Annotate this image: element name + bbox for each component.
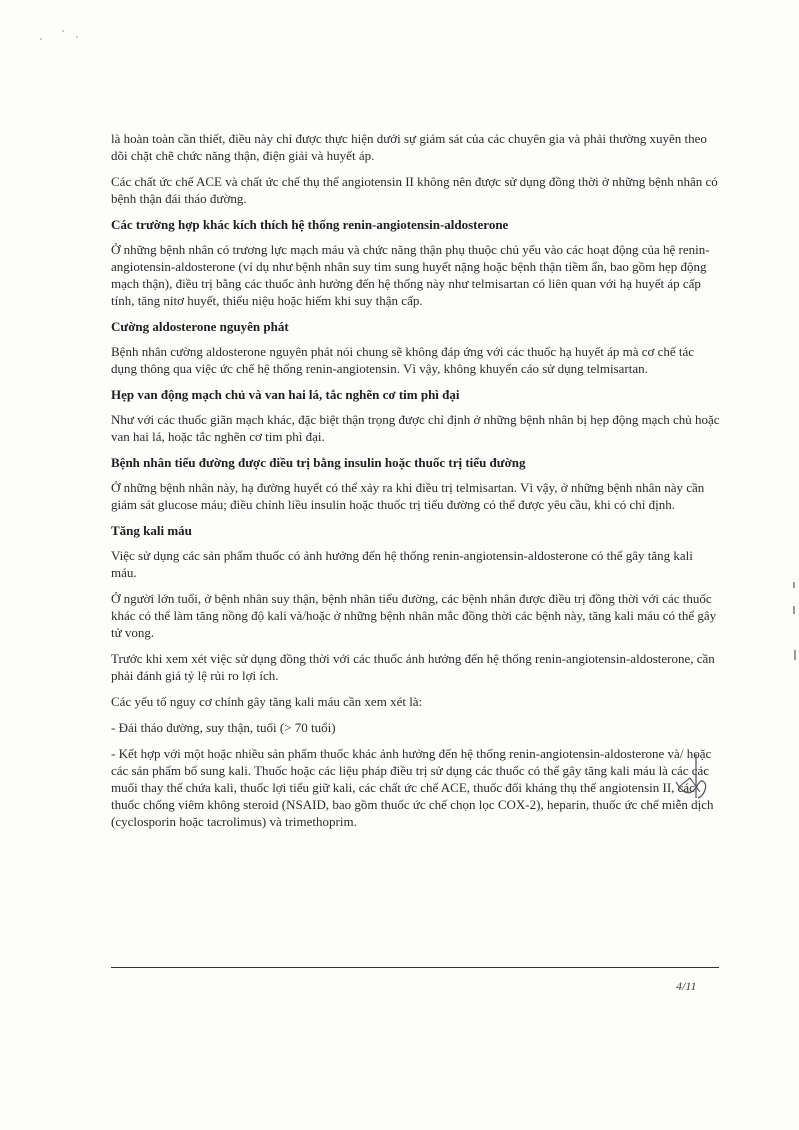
- scan-speck: [40, 38, 42, 40]
- scan-speck: [76, 36, 78, 38]
- section-heading: Hẹp van động mạch chủ và van hai lá, tắc nghẽn cơ tim phì đại: [111, 387, 460, 402]
- scan-mark: [793, 606, 795, 614]
- paragraph: Như với các thuốc giãn mạch khác, đặc biệt thận trọng được chỉ định ở những bệnh nhân bị hẹp động mạch chủ hoặc van hai lá, hoặc tắc nghẽn cơ tim phì đại.: [111, 412, 720, 444]
- paragraph: Bệnh nhân cường aldosterone nguyên phát nói chung sẽ không đáp ứng với các thuốc hạ huyết áp mà cơ chế tác dụng thông qua việc ức chế hệ thống renin-angiotensin. Vì vậy, không khuyến cáo sử dụng telmisartan.: [111, 344, 695, 376]
- paragraph: Ở người lớn tuổi, ở bệnh nhân suy thận, bệnh nhân tiểu đường, các bệnh nhân được điều trị đồng thời với các thuốc khác có thể làm tăng nồng độ kali và/hoặc ở những bệnh nhân mắc đồng thời các bệnh này, tăng kali máu có thể gây tử vong.: [111, 591, 717, 640]
- section-heading: Tăng kali máu: [111, 523, 192, 538]
- paragraph: Các yếu tố nguy cơ chính gây tăng kali máu cần xem xét là:: [111, 694, 423, 709]
- footer-rule: [111, 967, 719, 968]
- paragraph: Ở những bệnh nhân này, hạ đường huyết có thể xảy ra khi điều trị telmisartan. Vì vậy, ở những bệnh nhân này cần giám sát glucose máu; điều chỉnh liều insulin hoặc thuốc trị tiểu đường có thể được yêu cầu, khi có chỉ định.: [111, 480, 705, 512]
- paragraph: Ở những bệnh nhân có trương lực mạch máu và chức năng thận phụ thuộc chủ yếu vào các hoạt động của hệ renin-angiotensin-aldosterone (ví dụ như bệnh nhân suy tim sung huyết nặng hoặc bệnh thận tiềm ẩn, bao gồm hẹp động mạch thận), điều trị bằng các thuốc ảnh hưởng đến hệ thống này như telmisartan có liên quan với hạ huyết áp cấp tính, tăng nitơ huyết, thiểu niệu hoặc hiếm khi suy thận cấp.: [111, 242, 710, 308]
- paragraph: Việc sử dụng các sản phẩm thuốc có ảnh hưởng đến hệ thống renin-angiotensin-aldosterone có thể gây tăng kali máu.: [111, 548, 693, 580]
- signature-mark: [660, 752, 720, 812]
- section-heading: Cường aldosterone nguyên phát: [111, 319, 289, 334]
- section-heading: Bệnh nhân tiểu đường được điều trị bằng insulin hoặc thuốc trị tiểu đường: [111, 455, 526, 470]
- scan-mark: [793, 582, 795, 588]
- list-item: - Đái tháo đường, suy thận, tuổi (> 70 tuổi): [111, 720, 336, 735]
- page-number: 4/11: [676, 979, 697, 993]
- list-item: - Kết hợp với một hoặc nhiều sản phẩm thuốc khác ảnh hưởng đến hệ thống renin-angiotensin-aldosterone và/ hoặc các sản phẩm bổ sung kali. Thuốc hoặc các liệu pháp điều trị sử dụng các thuốc có thể gây tăng kali máu là các các muối thay thế chứa kali, thuốc lợi tiểu giữ kali, các chất ức chế ACE, thuốc đối kháng thụ thể angiotensin II, các thuốc chống viêm không steroid (NSAID, bao gồm thuốc ức chế chọn lọc COX-2), heparin, thuốc ức chế miễn dịch (cyclosporin hoặc tacrolimus) và trimethoprim.: [111, 746, 714, 829]
- scan-speck: [62, 30, 64, 32]
- document-body: [111, 130, 721, 839]
- paragraph: là hoàn toàn cần thiết, điều này chỉ được thực hiện dưới sự giám sát của các chuyên gia và phải thường xuyên theo dõi chặt chẽ chức năng thận, điện giải và huyết áp.: [111, 131, 707, 163]
- scan-mark: [794, 650, 796, 660]
- paragraph: Trước khi xem xét việc sử dụng đồng thời với các thuốc ảnh hưởng đến hệ thống renin-angiotensin-aldosterone, cần phải đánh giá tỷ lệ rủi ro lợi ích.: [111, 651, 715, 683]
- section-heading: Các trường hợp khác kích thích hệ thống renin-angiotensin-aldosterone: [111, 217, 509, 232]
- paragraph: Các chất ức chế ACE và chất ức chế thụ thể angiotensin II không nên được sử dụng đồng thời ở những bệnh nhân có bệnh thận đái tháo đường.: [111, 174, 718, 206]
